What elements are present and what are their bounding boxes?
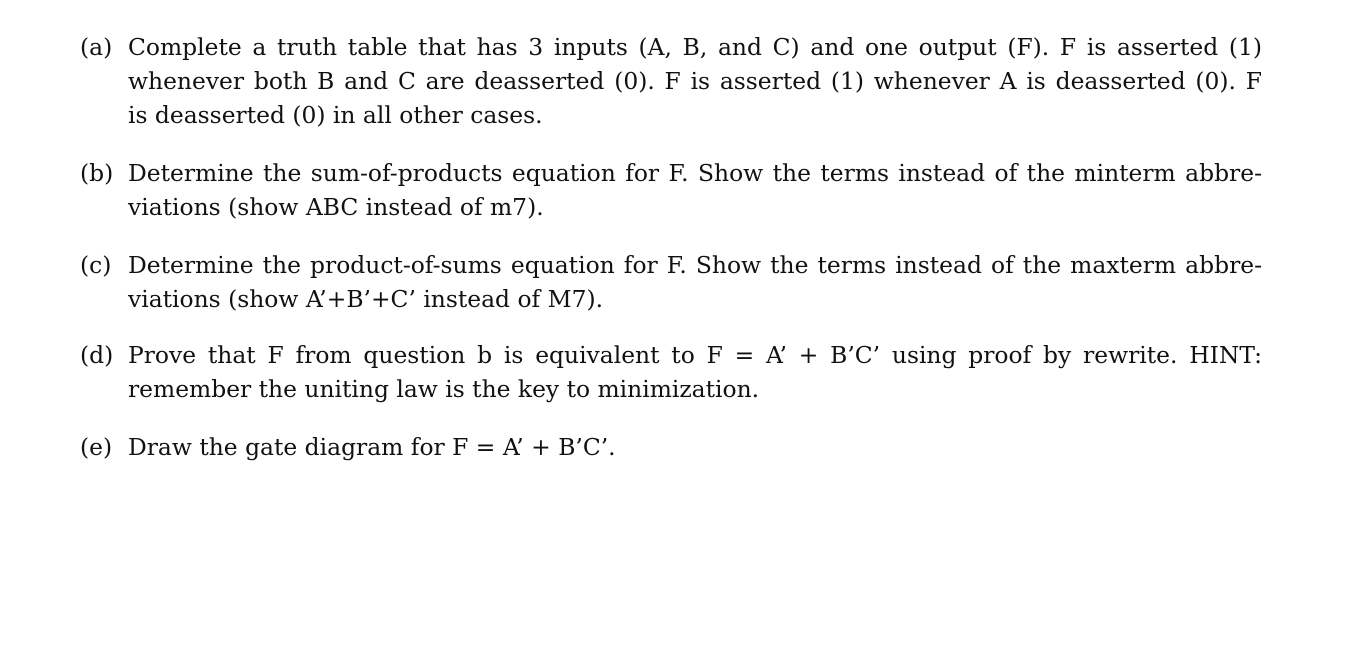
problem-text-line: Determine the sum-of-products equation for F. Show the terms instead of the minterm abbre- <box>128 159 1262 187</box>
problem-text-line: Prove that F from question b is equivalent to F = A’ + B’C’ using proof by rewrite. HINT: <box>128 341 1262 369</box>
problem-text-line: is deasserted (0) in all other cases. <box>128 101 543 129</box>
problem-marker: (b) <box>80 159 114 187</box>
problem-marker: (c) <box>80 251 112 279</box>
clipped-heading-fragment <box>390 0 750 4</box>
problem-text-line: Determine the product-of-sums equation for F. Show the terms instead of the maxterm abbre- <box>128 251 1262 279</box>
problem-text-line: whenever both B and C are deasserted (0). F is asserted (1) whenever A is deasserted (0). F <box>128 67 1262 95</box>
problem-marker: (a) <box>80 33 113 61</box>
problem-text-line: viations (show A’+B’+C’ instead of M7). <box>128 285 604 313</box>
problem-text-line: remember the uniting law is the key to minimization. <box>128 375 760 403</box>
problem-text-line: Complete a truth table that has 3 inputs (A, B, and C) and one output (F). F is asserted (1) <box>128 33 1262 61</box>
problem-marker: (d) <box>80 341 114 369</box>
problem-marker: (e) <box>80 433 113 461</box>
problem-text-line: Draw the gate diagram for F = A’ + B’C’. <box>128 433 616 461</box>
problem-text-line: viations (show ABC instead of m7). <box>128 193 544 221</box>
